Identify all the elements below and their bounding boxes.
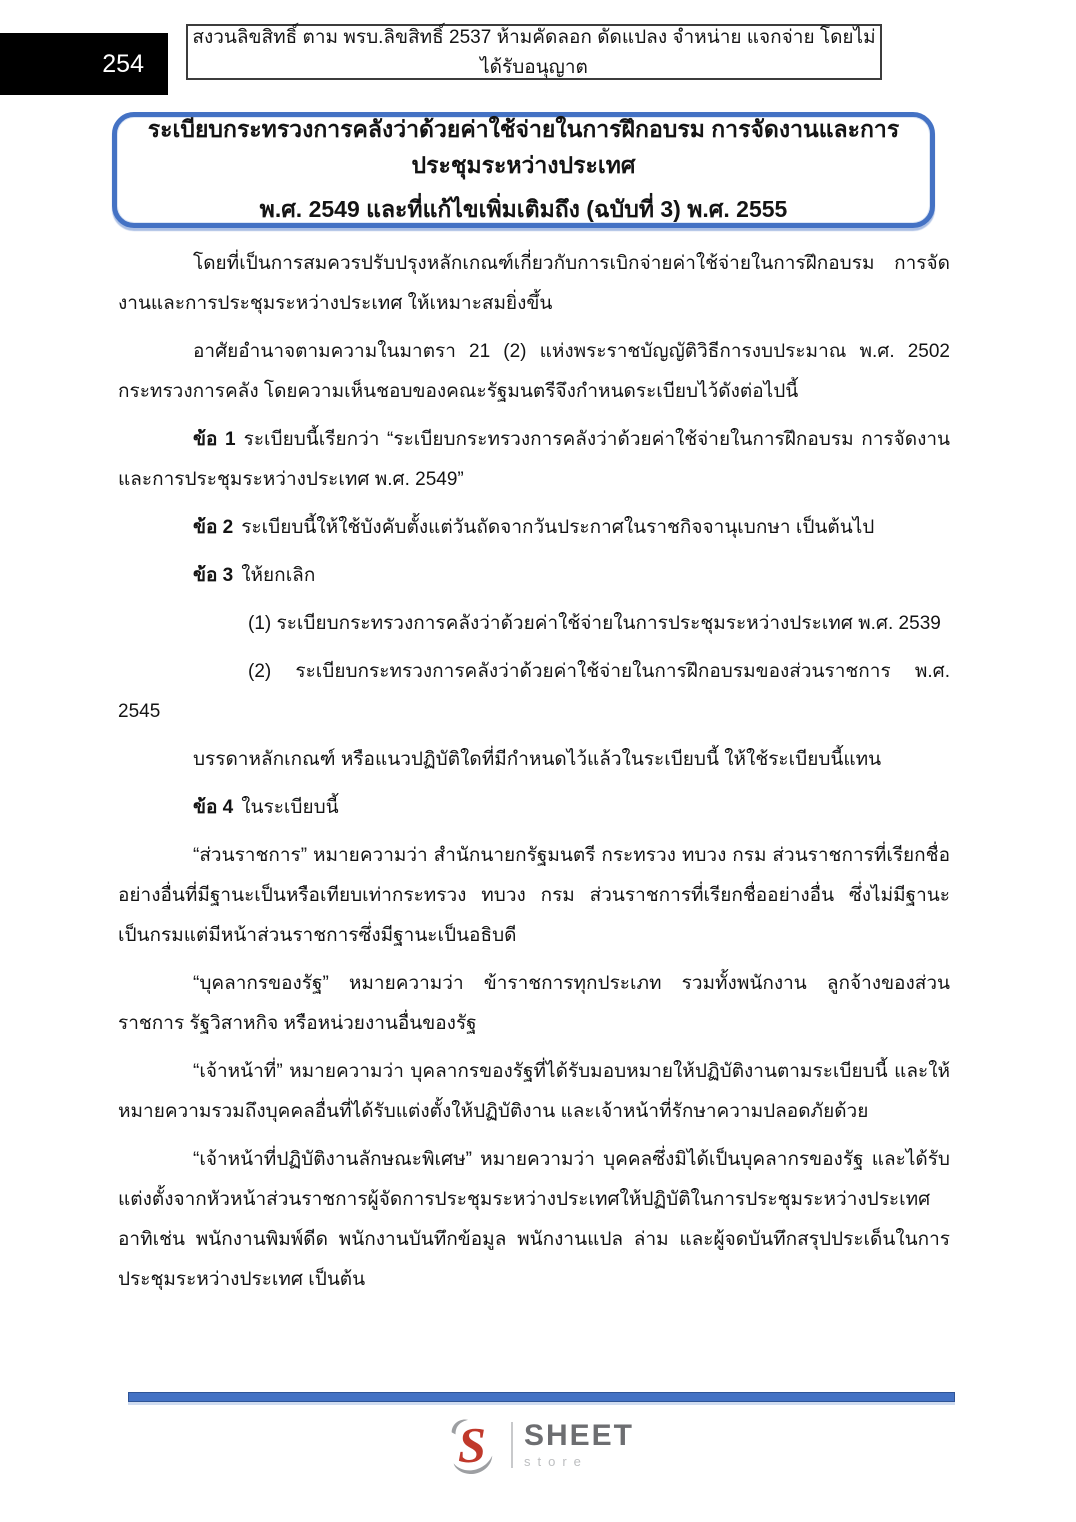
clause-label: ข้อ 1 [193,429,236,450]
paragraph-text: บรรดาหลักเกณฑ์ หรือแนวปฏิบัติใดที่มีกำหนดไว้แล้วในระเบียบนี้ ให้ใช้ระเบียบนี้แทน [193,749,882,770]
paragraph [118,652,950,732]
paragraph-text: “เจ้าหน้าที่” หมายความว่า บุคลากรของรัฐที่ได้รับมอบหมายให้ปฏิบัติงานตามระเบียบนี้ และให้หมายความรวมถึงบุคคลอื่นที่ได้รับแต่งตั้งให้ปฏิบัติงาน และเจ้าหน้าที่รักษาความปลอดภัยด้วย [118,1061,950,1122]
paragraph [118,964,950,1044]
paragraph [118,556,950,596]
brand-divider [511,1422,513,1468]
brand-name: SHEET [523,1419,635,1452]
paragraph-text: ให้ยกเลิก [241,565,316,586]
paragraph-text: “ส่วนราชการ” หมายความว่า สำนักนายกรัฐมนตรี กระทรวง ทบวง กรม ส่วนราชการที่เรียกชื่ออย่างอื่นที่มีฐานะเป็นหรือเทียบเท่ากระทรวง ทบวง กรม ส่วนราชการที่เรียกชื่ออย่างอื่น ซึ่งไม่มีฐานะเป็นกรมแต่มีหน้าส่วนราชการซึ่งมีฐานะเป็นอธิบดี [118,845,950,946]
title-line-2: พ.ศ. 2549 และที่แก้ไขเพิ่มเติมถึง (ฉบับที่ 3) พ.ศ. 2555 [259,196,788,222]
paragraph [118,1052,950,1132]
brand-logo [0,1416,1076,1474]
clause-label: ข้อ 2 [193,517,234,538]
title-box [112,112,935,228]
page-number-box [0,33,168,95]
page-number: 254 [102,49,144,78]
paragraph-text: “บุคลากรของรัฐ” หมายความว่า ข้าราชการทุกประเภท รวมทั้งพนักงาน ลูกจ้างของส่วนราชการ รัฐวิสาหกิจ หรือหน่วยงานอื่นของรัฐ [118,973,950,1034]
paragraph [118,604,950,644]
paragraph [118,420,950,500]
paragraph [118,332,950,412]
paragraph-text: (2) ระเบียบกระทรวงการคลังว่าด้วยค่าใช้จ่ายในการฝึกอบรมของส่วนราชการ พ.ศ. 2545 [118,661,950,722]
paragraph-text: “เจ้าหน้าที่ปฏิบัติงานลักษณะพิเศษ” หมายความว่า บุคคลซึ่งมิได้เป็นบุคลากรของรัฐ และได้รับแต่งตั้งจากหัวหน้าส่วนราชการผู้จัดการประชุมระหว่างประเทศให้ปฏิบัติในการประชุมระหว่างประเทศ อาทิเช่น พนักงานพิมพ์ดีด พนักงานบันทึกข้อมูล พนักงานแปล ล่าม และผู้จดบันทึกสรุปประเด็นในการประชุมระหว่างประเทศ เป็นต้น [118,1149,950,1290]
paragraph [118,836,950,956]
paragraph [118,1140,950,1300]
paragraph-text: ระเบียบนี้เรียกว่า “ระเบียบกระทรวงการคลังว่าด้วยค่าใช้จ่ายในการฝึกอบรม การจัดงานและการประชุมระหว่างประเทศ พ.ศ. 2549” [118,429,950,490]
brand-subtitle: store [523,1454,588,1469]
paragraph-text: ในระเบียบนี้ [241,797,339,818]
paragraph-text: โดยที่เป็นการสมควรปรับปรุงหลักเกณฑ์เกี่ยวกับการเบิกจ่ายค่าใช้จ่ายในการฝึกอบรม การจัดงานและการประชุมระหว่างประเทศ ให้เหมาะสมยิ่งขึ้น [118,253,950,314]
paragraph [118,508,950,548]
paragraph-text: อาศัยอำนาจตามความในมาตรา 21 (2) แห่งพระราชบัญญัติวิธีการงบประมาณ พ.ศ. 2502 กระทรวงการคลัง โดยความเห็นชอบของคณะรัฐมนตรีจึงกำหนดระเบียบไว้ดังต่อไปนี้ [118,341,950,402]
clause-label: ข้อ 4 [193,797,234,818]
paragraph [118,788,950,828]
paragraph [118,740,950,780]
sheet-store-s-icon [442,1416,500,1474]
paragraph [118,244,950,324]
svg-text:S: S [457,1416,486,1473]
copyright-text: สงวนลิขสิทธิ์ ตาม พรบ.ลิขสิทธิ์ 2537 ห้ามคัดลอก ดัดแปลง จำหน่าย แจกจ่าย โดยไม่ได้รับอนุญาต [192,27,876,78]
document-body [118,244,950,1308]
copyright-box [186,24,882,80]
paragraph-text: (1) ระเบียบกระทรวงการคลังว่าด้วยค่าใช้จ่ายในการประชุมระหว่างประเทศ พ.ศ. 2539 [248,613,941,634]
title-line-1: ระเบียบกระทรวงการคลังว่าด้วยค่าใช้จ่ายในการฝึกอบรม การจัดงานและการประชุมระหว่างประเทศ [147,116,900,178]
footer-divider [128,1392,955,1402]
clause-label: ข้อ 3 [193,565,234,586]
paragraph-text: ระเบียบนี้ให้ใช้บังคับตั้งแต่วันถัดจากวันประกาศในราชกิจจานุเบกษา เป็นต้นไป [241,517,875,538]
brand-text [524,1421,634,1469]
